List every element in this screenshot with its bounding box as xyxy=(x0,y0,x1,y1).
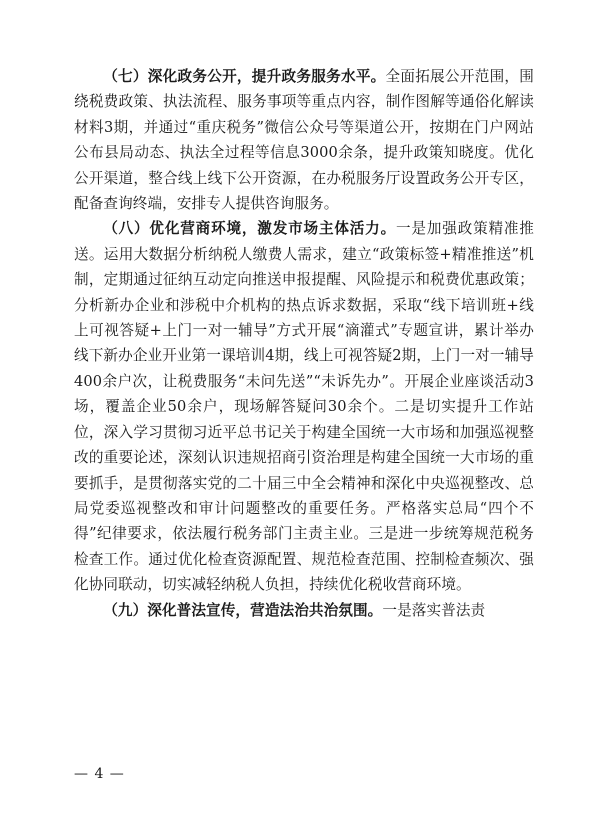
section-9-heading: （九）深化普法宣传，营造法治共治氛围。 xyxy=(103,601,383,619)
section-9-body: 一是落实普法责 xyxy=(382,601,486,619)
paragraph-section-9 xyxy=(74,598,534,623)
page-number: — 4 — xyxy=(74,766,125,782)
paragraph-section-7 xyxy=(74,64,534,216)
body-text xyxy=(74,64,534,623)
section-7-heading: （七）深化政务公开，提升政务服务水平。 xyxy=(103,68,386,85)
section-8-body: 一是加强政策精准推送。运用大数据分析纳税人缴费人需求，建立“政策标签+精准推送”机制，定期通过征纳互动定向推送申报提醒、风险提示和税费优惠政策；分析新办企业和涉税中介机构的热点诉求数据，采取“线下培训班+线上可视答疑+上门一对一辅导”方式开展“滴灌式”专题宣讲，累计举办线下新办企业开业第一课培训4期，线上可视答疑2期，上门一对一辅导400余户次，让税费服务“未问先送”“未诉先办”。开展企业座谈活动3场，覆盖企业50余户，现场解答疑问30余个。二是切实提升工作站位，深入学习贯彻习近平总书记关于构建全国统一大市场和加强巡视整改的重要论述，深刻认识违规招商引资治理是构建全国统一大市场的重要抓手，是贯彻落实党的二十届三中全会精神和深化中央巡视整改、总局党委巡视整改和审计问题整改的重要任务。严格落实总局“四个不得”纪律要求，依法履行税务部门主责主业。三是进一步统筹规范税务检查工作。通过优化检查资源配置、规范检查范围、控制检查频次、强化协同联动，切实减轻纳税人负担，持续优化税收营商环境。 xyxy=(74,220,535,594)
paragraph-section-8 xyxy=(74,216,534,597)
section-7-body: 全面拓展公开范围，围绕税费政策、执法流程、服务事项等重点内容，制作图解等通俗化解读材料3期，并通过“重庆税务”微信公众号等渠道公开，按期在门户网站公布县局动态、执法全过程等信息3000余条，提升政策知晓度。优化公开渠道，整合线上线下公开资源，在办税服务厅设置政务公开专区，配备查询终端，安排专人提供咨询服务。 xyxy=(74,68,534,213)
section-8-heading: （八）优化营商环境，激发市场主体活力。 xyxy=(103,220,397,238)
